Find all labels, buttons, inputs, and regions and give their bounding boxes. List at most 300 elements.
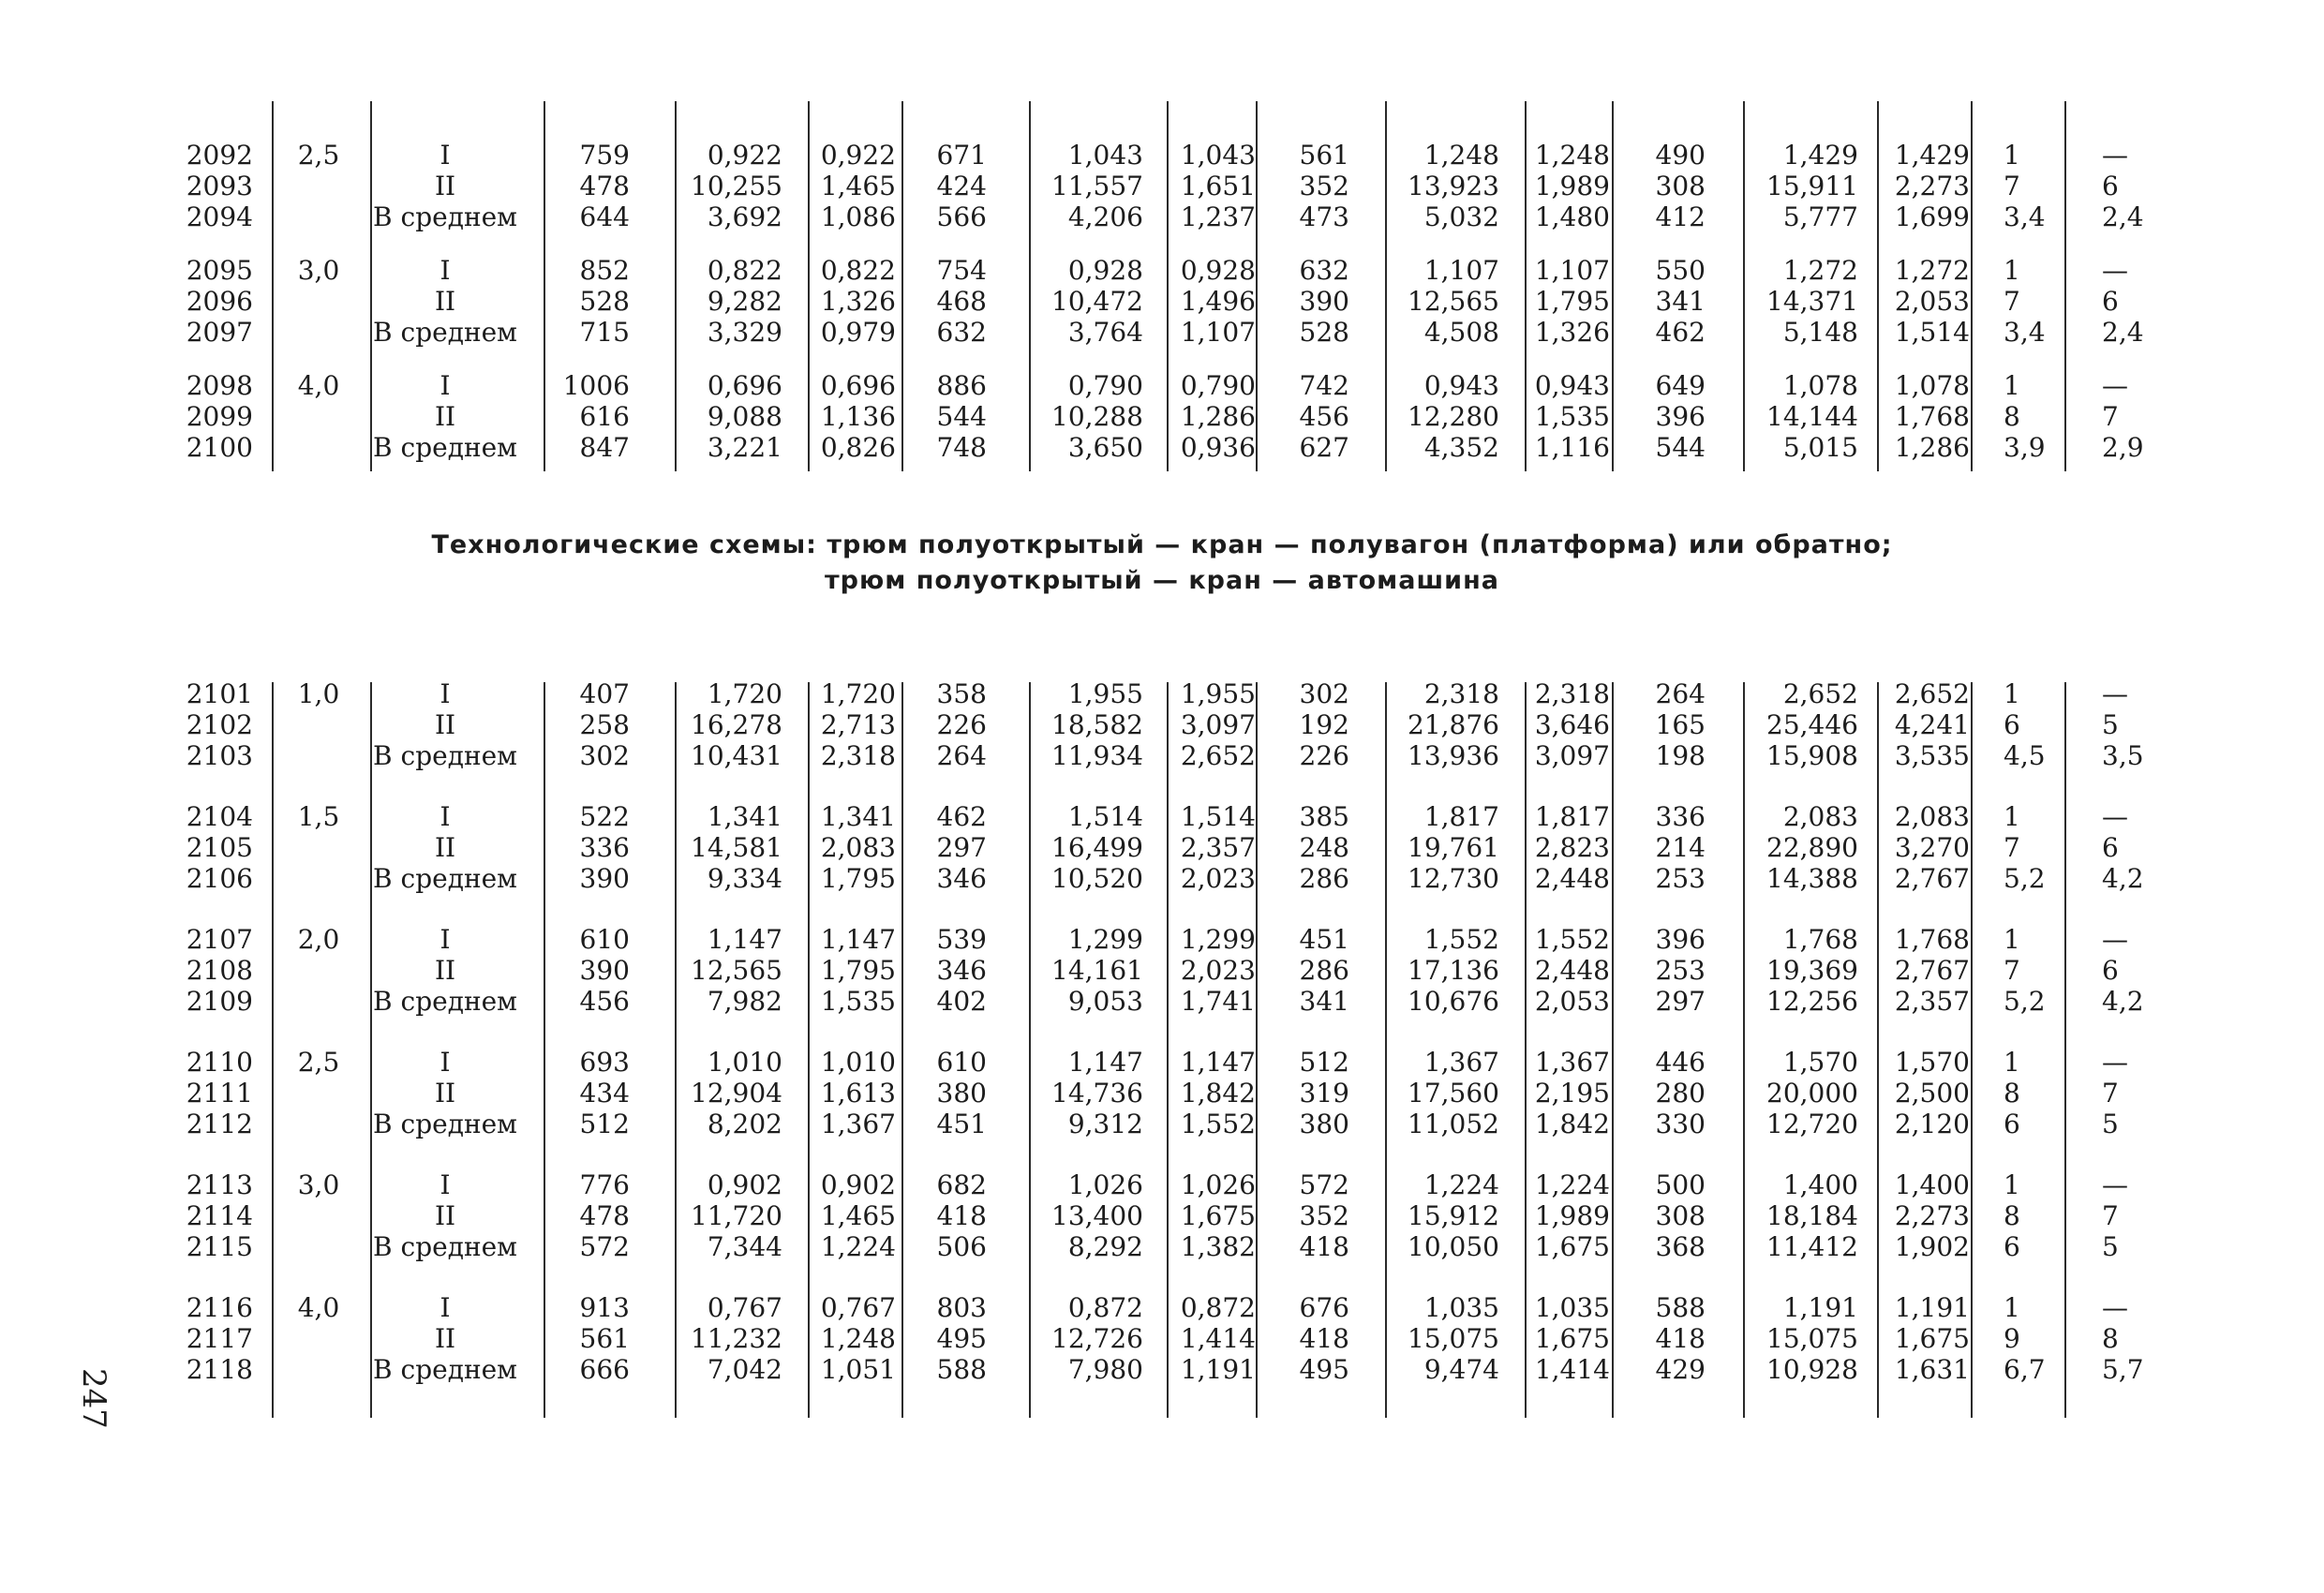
- table-cell: 8,292: [1067, 1231, 1143, 1262]
- column-divider: [675, 101, 677, 471]
- row-category: I: [439, 1292, 451, 1323]
- table-cell: 402: [936, 986, 987, 1017]
- table-cell: 9,334: [707, 863, 782, 894]
- column-divider: [1877, 101, 1879, 471]
- table-cell: 1,286: [1180, 401, 1256, 432]
- table-cell: 14,161: [1051, 955, 1143, 986]
- table-cell: 1,035: [1534, 1292, 1610, 1323]
- table-cell: 1,224: [1534, 1169, 1610, 1200]
- table-cell: 1: [2004, 1047, 2020, 1078]
- table-cell: 666: [579, 1354, 630, 1385]
- table-cell: 1,795: [820, 863, 896, 894]
- table-cell: —: [2102, 140, 2128, 171]
- table-cell: 759: [579, 140, 630, 171]
- table-cell: 9,312: [1067, 1109, 1143, 1139]
- table-cell: 19,761: [1408, 832, 1499, 863]
- table-cell: 15,908: [1766, 740, 1858, 771]
- table-cell: 803: [936, 1292, 987, 1323]
- table-cell: 1,326: [1534, 317, 1610, 348]
- table-cell: 341: [1655, 286, 1706, 317]
- table-cell: 5: [2102, 709, 2119, 740]
- table-cell: 1,191: [1782, 1292, 1858, 1323]
- table-cell: 4,206: [1067, 201, 1143, 232]
- table-cell: 1,400: [1782, 1169, 1858, 1200]
- column-divider: [1877, 682, 1879, 1418]
- table-cell: 8: [2004, 401, 2020, 432]
- page-number: 247: [75, 1368, 112, 1429]
- table-cell: 13,400: [1051, 1200, 1143, 1231]
- table-cell: 1,902: [1894, 1231, 1970, 1262]
- row-category: В среднем: [373, 317, 517, 348]
- table-cell: 407: [579, 678, 630, 709]
- table-cell: 12,726: [1051, 1323, 1143, 1354]
- table-cell: 0,943: [1423, 370, 1499, 401]
- table-cell: 0,822: [820, 255, 896, 286]
- table-cell: 12,280: [1408, 401, 1499, 432]
- table-cell: 5,015: [1782, 432, 1858, 463]
- table-cell: 14,371: [1766, 286, 1858, 317]
- table-cell: 7: [2004, 171, 2020, 201]
- table-cell: —: [2102, 370, 2128, 401]
- table-cell: 429: [1655, 1354, 1706, 1385]
- table-cell: 0,872: [1067, 1292, 1143, 1323]
- table-cell: 346: [936, 955, 987, 986]
- table-cell: 0,928: [1067, 255, 1143, 286]
- row-code: 2095: [186, 255, 253, 286]
- table-cell: 424: [936, 171, 987, 201]
- row-code: 2103: [186, 740, 253, 771]
- row-code: 2098: [186, 370, 253, 401]
- column-divider: [1385, 101, 1387, 471]
- table-cell: 2,023: [1180, 863, 1256, 894]
- table-cell: 2,652: [1894, 678, 1970, 709]
- table-cell: 550: [1655, 255, 1706, 286]
- row-code: 2093: [186, 171, 253, 201]
- table-cell: 5,2: [2004, 863, 2046, 894]
- table-cell: 456: [579, 986, 630, 1017]
- table-cell: 649: [1655, 370, 1706, 401]
- table-cell: 1,552: [1180, 1109, 1256, 1139]
- table-cell: 1,107: [1180, 317, 1256, 348]
- table-cell: 1,5: [297, 801, 340, 832]
- column-divider: [1612, 101, 1614, 471]
- table-cell: 5,032: [1423, 201, 1499, 232]
- table-cell: 671: [936, 140, 987, 171]
- table-row: [0, 1199, 2324, 1233]
- table-cell: 1,0: [297, 678, 340, 709]
- row-code: 2092: [186, 140, 253, 171]
- table-cell: 539: [936, 924, 987, 955]
- table-cell: 18,184: [1766, 1200, 1858, 1231]
- table-cell: 8,202: [707, 1109, 782, 1139]
- table-cell: 2,053: [1894, 286, 1970, 317]
- table-cell: 8: [2004, 1200, 2020, 1231]
- row-category: В среднем: [373, 740, 517, 771]
- table-cell: 2,767: [1894, 955, 1970, 986]
- table-cell: 2,0: [297, 924, 340, 955]
- table-cell: 418: [936, 1200, 987, 1231]
- table-cell: 7: [2102, 1200, 2119, 1231]
- table-cell: 11,232: [691, 1323, 782, 1354]
- row-category: II: [434, 1078, 456, 1109]
- table-cell: 11,720: [691, 1200, 782, 1231]
- table-cell: 512: [579, 1109, 630, 1139]
- row-category: В среднем: [373, 986, 517, 1017]
- table-cell: 12,730: [1408, 863, 1499, 894]
- table-cell: 6: [2004, 709, 2020, 740]
- table-cell: 610: [579, 924, 630, 955]
- table-cell: 17,560: [1408, 1078, 1499, 1109]
- table-cell: 1: [2004, 140, 2020, 171]
- table-cell: 0,696: [707, 370, 782, 401]
- row-code: 2104: [186, 801, 253, 832]
- table-cell: 4,5: [2004, 740, 2046, 771]
- table-cell: 5,148: [1782, 317, 1858, 348]
- table-cell: 3,650: [1067, 432, 1143, 463]
- table-cell: 495: [936, 1323, 987, 1354]
- table-cell: 226: [1299, 740, 1349, 771]
- table-cell: 1: [2004, 924, 2020, 955]
- table-cell: 3,097: [1534, 740, 1610, 771]
- table-cell: 572: [579, 1231, 630, 1262]
- table-cell: 418: [1655, 1323, 1706, 1354]
- table-cell: 17,136: [1408, 955, 1499, 986]
- column-divider: [2064, 682, 2066, 1418]
- table-cell: 319: [1299, 1078, 1349, 1109]
- table-cell: 1,147: [707, 924, 782, 955]
- table-cell: 302: [579, 740, 630, 771]
- column-divider: [2064, 101, 2066, 471]
- table-cell: 1: [2004, 1292, 2020, 1323]
- table-cell: 12,256: [1766, 986, 1858, 1017]
- table-cell: 368: [1655, 1231, 1706, 1262]
- table-cell: 3,692: [707, 201, 782, 232]
- table-cell: 1,107: [1423, 255, 1499, 286]
- table-cell: 1,043: [1180, 140, 1256, 171]
- table-cell: 1,570: [1782, 1047, 1858, 1078]
- table-cell: 253: [1655, 863, 1706, 894]
- table-cell: 1,817: [1423, 801, 1499, 832]
- table-cell: 0,696: [820, 370, 896, 401]
- column-divider: [272, 101, 274, 471]
- table-row: [0, 923, 2324, 957]
- table-cell: 1,720: [707, 678, 782, 709]
- table-cell: 2,357: [1180, 832, 1256, 863]
- table-cell: 10,288: [1051, 401, 1143, 432]
- table-row: [0, 1353, 2324, 1387]
- table-cell: 1,136: [820, 401, 896, 432]
- table-cell: 15,075: [1766, 1323, 1858, 1354]
- column-divider: [1971, 101, 1973, 471]
- table-cell: 14,388: [1766, 863, 1858, 894]
- table-cell: 11,934: [1051, 740, 1143, 771]
- table-cell: 1,535: [1534, 401, 1610, 432]
- table-cell: 1,010: [707, 1047, 782, 1078]
- table-cell: 11,412: [1766, 1231, 1858, 1262]
- table-cell: 0,790: [1067, 370, 1143, 401]
- table-row: [0, 862, 2324, 896]
- table-cell: 1,078: [1894, 370, 1970, 401]
- table-row: [0, 316, 2324, 350]
- table-cell: 1,465: [820, 171, 896, 201]
- table-cell: 2,318: [1534, 678, 1610, 709]
- table-cell: 12,904: [691, 1078, 782, 1109]
- table-cell: 1,248: [1423, 140, 1499, 171]
- table-cell: 0,767: [707, 1292, 782, 1323]
- row-code: 2099: [186, 401, 253, 432]
- table-cell: 1,051: [820, 1354, 896, 1385]
- column-divider: [370, 682, 372, 1418]
- table-cell: 2,823: [1534, 832, 1610, 863]
- table-cell: —: [2102, 801, 2128, 832]
- table-cell: 500: [1655, 1169, 1706, 1200]
- column-divider: [1525, 682, 1527, 1418]
- table-cell: 1,552: [1423, 924, 1499, 955]
- table-cell: 264: [1655, 678, 1706, 709]
- table-cell: 913: [579, 1292, 630, 1323]
- row-code: 2109: [186, 986, 253, 1017]
- table-cell: 11,557: [1051, 171, 1143, 201]
- table-cell: 418: [1299, 1231, 1349, 1262]
- table-cell: 214: [1655, 832, 1706, 863]
- table-cell: 7,982: [707, 986, 782, 1017]
- table-cell: 2,318: [820, 740, 896, 771]
- table-cell: 15,075: [1408, 1323, 1499, 1354]
- table-row: [0, 1108, 2324, 1141]
- table-cell: 352: [1299, 1200, 1349, 1231]
- table-row: [0, 677, 2324, 711]
- table-cell: 1,514: [1067, 801, 1143, 832]
- column-divider: [1385, 682, 1387, 1418]
- table-cell: 5,2: [2004, 986, 2046, 1017]
- table-cell: 1,367: [1423, 1047, 1499, 1078]
- table-cell: 1,768: [1782, 924, 1858, 955]
- table-cell: 1,026: [1180, 1169, 1256, 1200]
- table-cell: 0,872: [1180, 1292, 1256, 1323]
- table-cell: 4,241: [1894, 709, 1970, 740]
- table-cell: 1,367: [1534, 1047, 1610, 1078]
- table-cell: 544: [1655, 432, 1706, 463]
- table-cell: 1,116: [1534, 432, 1610, 463]
- row-category: II: [434, 286, 456, 317]
- table-cell: 754: [936, 255, 987, 286]
- table-row: [0, 800, 2324, 834]
- table-cell: 6: [2102, 286, 2119, 317]
- row-category: I: [439, 678, 451, 709]
- table-cell: 1,248: [1534, 140, 1610, 171]
- table-cell: 7: [2004, 955, 2020, 986]
- table-cell: 1,514: [1180, 801, 1256, 832]
- table-cell: 1,631: [1894, 1354, 1970, 1385]
- table-cell: 2,023: [1180, 955, 1256, 986]
- table-cell: 3,5: [2102, 740, 2144, 771]
- table-cell: 4,2: [2102, 863, 2144, 894]
- table-cell: 1,010: [820, 1047, 896, 1078]
- table-cell: 1,035: [1423, 1292, 1499, 1323]
- table-cell: 0,928: [1180, 255, 1256, 286]
- row-code: 2115: [186, 1231, 253, 1262]
- table-cell: 15,912: [1408, 1200, 1499, 1231]
- table-cell: 1,768: [1894, 924, 1970, 955]
- table-cell: 396: [1655, 924, 1706, 955]
- table-cell: 2,120: [1894, 1109, 1970, 1139]
- table-row: [0, 1077, 2324, 1110]
- table-row: [0, 831, 2324, 865]
- row-code: 2118: [186, 1354, 253, 1385]
- table-cell: 1,086: [820, 201, 896, 232]
- table-cell: 9: [2004, 1323, 2020, 1354]
- table-cell: 1,720: [820, 678, 896, 709]
- table-cell: 226: [936, 709, 987, 740]
- table-cell: —: [2102, 678, 2128, 709]
- table-row: [0, 369, 2324, 403]
- table-cell: 682: [936, 1169, 987, 1200]
- table-cell: 6: [2004, 1109, 2020, 1139]
- table-cell: 1,955: [1067, 678, 1143, 709]
- table-cell: 748: [936, 432, 987, 463]
- table-cell: 1,147: [820, 924, 896, 955]
- table-cell: 14,144: [1766, 401, 1858, 432]
- table-cell: 588: [1655, 1292, 1706, 1323]
- table-cell: 10,928: [1766, 1354, 1858, 1385]
- table-cell: 588: [936, 1354, 987, 1385]
- table-cell: 506: [936, 1231, 987, 1262]
- table-cell: 10,520: [1051, 863, 1143, 894]
- table-cell: 5,7: [2102, 1354, 2144, 1385]
- row-category: В среднем: [373, 1231, 517, 1262]
- table-cell: 2,357: [1894, 986, 1970, 1017]
- table-cell: 14,581: [691, 832, 782, 863]
- table-cell: 490: [1655, 140, 1706, 171]
- row-code: 2102: [186, 709, 253, 740]
- table-cell: 4,352: [1423, 432, 1499, 463]
- table-cell: 1,191: [1894, 1292, 1970, 1323]
- table-cell: 1,299: [1067, 924, 1143, 955]
- table-cell: 2,713: [820, 709, 896, 740]
- table-cell: 297: [1655, 986, 1706, 1017]
- table-cell: 2,5: [297, 140, 340, 171]
- table-cell: 1,382: [1180, 1231, 1256, 1262]
- table-cell: 3,221: [707, 432, 782, 463]
- table-cell: —: [2102, 255, 2128, 286]
- table-cell: 6: [2102, 955, 2119, 986]
- row-category: В среднем: [373, 1109, 517, 1139]
- table-cell: 1,795: [1534, 286, 1610, 317]
- table-cell: 7: [2102, 1078, 2119, 1109]
- column-divider: [1256, 101, 1258, 471]
- row-code: 2107: [186, 924, 253, 955]
- table-cell: 12,720: [1766, 1109, 1858, 1139]
- table-cell: 341: [1299, 986, 1349, 1017]
- table-cell: 1,535: [820, 986, 896, 1017]
- row-code: 2101: [186, 678, 253, 709]
- table-row: [0, 170, 2324, 203]
- table-cell: 1,955: [1180, 678, 1256, 709]
- table-cell: 1,341: [707, 801, 782, 832]
- table-row: [0, 1291, 2324, 1325]
- table-cell: 302: [1299, 678, 1349, 709]
- row-category: I: [439, 924, 451, 955]
- table-cell: 644: [579, 201, 630, 232]
- row-category: В среднем: [373, 432, 517, 463]
- table-cell: 412: [1655, 201, 1706, 232]
- table-cell: 1,191: [1180, 1354, 1256, 1385]
- row-category: I: [439, 140, 451, 171]
- table-cell: 610: [936, 1047, 987, 1078]
- row-code: 2094: [186, 201, 253, 232]
- table-cell: 1,675: [1180, 1200, 1256, 1231]
- column-divider: [675, 682, 677, 1418]
- table-cell: 336: [1655, 801, 1706, 832]
- table-cell: 3,764: [1067, 317, 1143, 348]
- table-cell: 632: [1299, 255, 1349, 286]
- table-cell: 358: [936, 678, 987, 709]
- table-cell: 0,943: [1534, 370, 1610, 401]
- table-row: [0, 985, 2324, 1019]
- table-cell: 1,552: [1534, 924, 1610, 955]
- table-cell: 0,979: [820, 317, 896, 348]
- table-cell: 478: [579, 1200, 630, 1231]
- table-cell: 528: [579, 286, 630, 317]
- table-cell: 1,429: [1782, 140, 1858, 171]
- table-cell: 1,299: [1180, 924, 1256, 955]
- column-divider: [901, 682, 903, 1418]
- table-cell: 742: [1299, 370, 1349, 401]
- table-cell: 1,429: [1894, 140, 1970, 171]
- table-cell: 6: [2102, 832, 2119, 863]
- column-divider: [1525, 101, 1527, 471]
- table-cell: 7: [2004, 286, 2020, 317]
- table-cell: 1,341: [820, 801, 896, 832]
- table-cell: 0,902: [707, 1169, 782, 1200]
- table-cell: 0,826: [820, 432, 896, 463]
- table-cell: 693: [579, 1047, 630, 1078]
- table-cell: 308: [1655, 171, 1706, 201]
- column-divider: [1256, 682, 1258, 1418]
- table-cell: 418: [1299, 1323, 1349, 1354]
- table-cell: 7: [2102, 401, 2119, 432]
- table-cell: 1,414: [1534, 1354, 1610, 1385]
- row-category: I: [439, 255, 451, 286]
- table-cell: 20,000: [1766, 1078, 1858, 1109]
- table-cell: 7,042: [707, 1354, 782, 1385]
- column-divider: [808, 101, 810, 471]
- column-divider: [544, 101, 545, 471]
- table-cell: 522: [579, 801, 630, 832]
- table-cell: 0,922: [820, 140, 896, 171]
- table-cell: 7: [2004, 832, 2020, 863]
- column-divider: [1029, 101, 1031, 471]
- table-cell: 253: [1655, 955, 1706, 986]
- table-cell: 7,344: [707, 1231, 782, 1262]
- table-cell: 2,273: [1894, 1200, 1970, 1231]
- table-cell: 1,613: [820, 1078, 896, 1109]
- row-category: I: [439, 1169, 451, 1200]
- table-cell: 1,795: [820, 955, 896, 986]
- row-category: II: [434, 955, 456, 986]
- table-cell: 0,822: [707, 255, 782, 286]
- column-divider: [1167, 101, 1169, 471]
- table-cell: 512: [1299, 1047, 1349, 1078]
- column-divider: [272, 682, 274, 1418]
- column-divider: [1029, 682, 1031, 1418]
- table-cell: —: [2102, 1047, 2128, 1078]
- table-cell: 632: [936, 317, 987, 348]
- table-cell: 380: [936, 1078, 987, 1109]
- table-cell: 1,741: [1180, 986, 1256, 1017]
- table-cell: 2,4: [2102, 201, 2144, 232]
- table-row: [0, 739, 2324, 773]
